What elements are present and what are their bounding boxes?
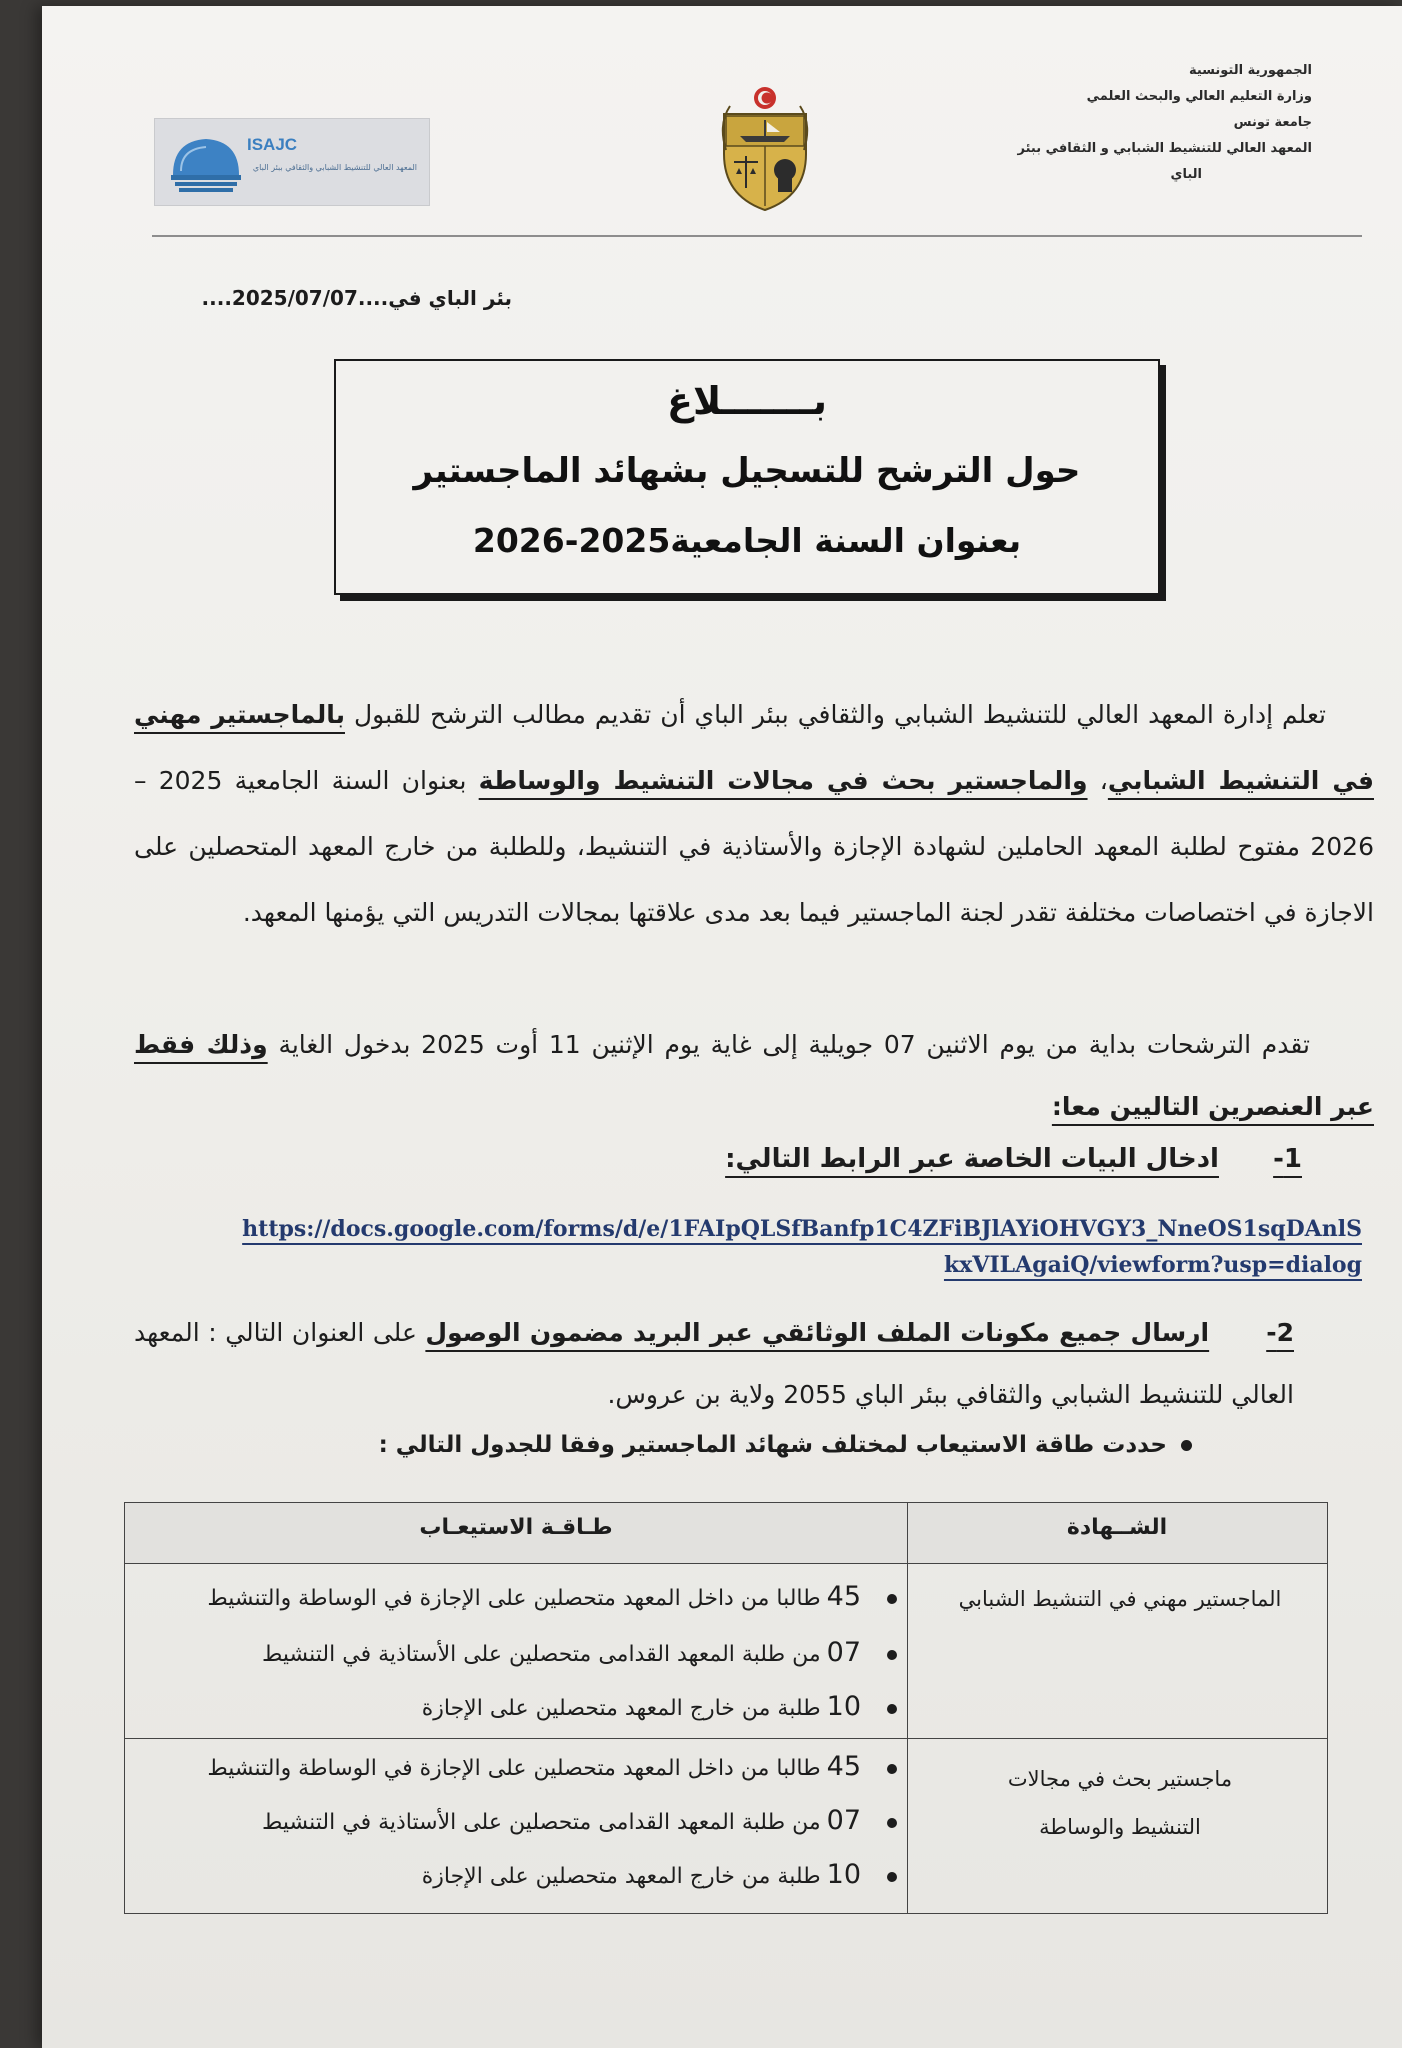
capacity-bullet: [192, 1432, 1192, 1458]
row-2-degree: ماجستير بحث في مجالات التنشيط والوساطة: [1007, 1767, 1233, 1839]
header-line-3: جامعة تونس: [1233, 115, 1312, 130]
header-line-5: الباي: [1170, 167, 1202, 182]
table-header-row: [125, 1503, 1327, 1564]
header-divider: [152, 235, 1362, 237]
bullet-dot: [887, 1764, 897, 1774]
form-link-line-2[interactable]: [162, 1252, 1362, 1278]
document-page: [42, 6, 1402, 2048]
notice-year-line: بعنوان السنة الجامعية2025-2026: [472, 521, 1022, 560]
item-2-rest: على العنوان التالي : المعهد العالي للتنشيط الشبابي والثقافي ببئر الباي 2055 ولاية بن عروس.: [134, 1318, 1294, 1409]
table-row: [145, 1691, 897, 1722]
table-row: [145, 1859, 897, 1890]
ministry-header: [992, 58, 1312, 188]
row-1-item-2-number: 07: [826, 1637, 861, 1668]
row-1-item-3-text: طلبة من خارج المعهد متحصلين على الإجازة: [421, 1696, 821, 1721]
dome-logo-icon: [167, 131, 245, 195]
table-row: [145, 1637, 897, 1668]
institute-logo: [154, 118, 430, 206]
row-2-item-2-text: من طلبة المعهد القدامى متحصلين على الأستاذية في التنشيط: [262, 1810, 821, 1835]
bullet-dot: [887, 1818, 897, 1828]
form-link-line-1[interactable]: [162, 1216, 1362, 1242]
row-2-item-3-number: 10: [826, 1859, 861, 1890]
item-2: [134, 1302, 1294, 1426]
logo-subtitle: المعهد العالي للتنشيط الشبابي والثقافي ببئر الباي: [252, 163, 417, 172]
p1-bold-master-pro: بالماجستير مهني في التنشيط الشبابي: [134, 700, 1374, 795]
table-row: [145, 1805, 897, 1836]
row-2-item-1-number: 45: [826, 1751, 861, 1782]
item-2-bold: ارسال جميع مكونات الملف الوثائقي عبر البريد مضمون الوصول: [425, 1318, 1210, 1347]
paragraph-1: [134, 682, 1374, 946]
row-1-item-3-number: 10: [826, 1691, 861, 1722]
capacity-table: [124, 1502, 1328, 1914]
header-line-1: الجمهورية التونسية: [1188, 63, 1312, 78]
bullet-dot: [887, 1704, 897, 1714]
table-row: [145, 1751, 897, 1782]
header-line-4: المعهد العالي للتنشيط الشبابي و الثقافي ببئر: [1017, 141, 1312, 156]
notice-title: بـــــــلاغ: [667, 379, 827, 423]
row-2-item-1-text: طالبا من داخل المعهد متحصلين على الإجازة في الوساطة والتنشيط: [207, 1756, 821, 1781]
item-1-label: ادخال البيات الخاصة عبر الرابط التالي:: [725, 1144, 1219, 1174]
p1-bold-master-research: والماجستير بحث في مجالات التنشيط والوساطة: [478, 766, 1088, 795]
row-1-item-2-text: من طلبة المعهد القدامى متحصلين على الأستاذية في التنشيط: [262, 1642, 821, 1667]
row-1-item-1-number: 45: [826, 1581, 861, 1612]
p1-rest: بعنوان السنة الجامعية 2025 – 2026 مفتوح لطلبة المعهد الحاملين لشهادة الإجازة والأستاذية في التنشيط، وللطلبة من خارج المعهد المتحصلين على الاجازة في اختصاصات مختلفة تقدر لجنة الماجستير فيما بعد مدى علاقتها بمجالات التدريس التي يؤمنها المعهد.: [134, 766, 1374, 927]
p1-separator: ،: [1087, 766, 1108, 795]
notice-subtitle: حول الترشح للتسجيل بشهائد الماجستير: [413, 451, 1081, 491]
bullet-dot: [887, 1594, 897, 1604]
p2-bold: وذلك فقط عبر العنصرين التاليين معا:: [134, 1030, 1374, 1121]
item-1-number: 1-: [1273, 1144, 1302, 1174]
column-divider: [907, 1503, 908, 1913]
p2-text: تقدم الترشحات بداية من يوم الاثنين 07 جويلية إلى غاية يوم الإثنين 11 أوت 2025 بدخول الغاية: [267, 1030, 1310, 1059]
row-1-degree: الماجستير مهني في التنشيط الشبابي: [958, 1587, 1282, 1611]
table-row: [145, 1581, 897, 1612]
notice-box: [334, 359, 1164, 599]
item-1: [342, 1144, 1302, 1174]
bullet-dot: [887, 1650, 897, 1660]
paragraph-2: [134, 1014, 1374, 1138]
row-2-item-3-text: طلبة من خارج المعهد متحصلين على الإجازة: [421, 1864, 821, 1889]
row-2-item-2-number: 07: [826, 1805, 861, 1836]
bullet-dot: [887, 1872, 897, 1882]
header-degree: الشــهادة: [1066, 1515, 1168, 1540]
notice-frame: [334, 359, 1160, 595]
item-2-number: 2-: [1266, 1318, 1294, 1347]
row-divider: [125, 1738, 1327, 1739]
form-link-text-2[interactable]: kxVILAgaiQ/viewform?usp=dialog: [943, 1252, 1362, 1278]
date-line: بئر الباي في....2025/07/07....: [201, 286, 512, 310]
row-1-item-1-text: طالبا من داخل المعهد متحصلين على الإجازة في الوساطة والتنشيط: [207, 1586, 821, 1611]
form-link-text-1[interactable]: https://docs.google.com/forms/d/e/1FAIpQLSfBanfp1C4ZFiBJlAYiOHVGY3_NneOS1sqDAnlS: [242, 1216, 1362, 1242]
logo-text: ISAJC: [247, 135, 298, 154]
bullet-dot: [1181, 1440, 1192, 1451]
tunisia-coat-of-arms-icon: [710, 84, 820, 214]
capacity-bullet-text: حددت طاقة الاستيعاب لمختلف شهائد الماجستير وفقا للجدول التالي :: [378, 1432, 1167, 1458]
header-line-2: وزارة التعليم العالي والبحث العلمي: [1086, 89, 1312, 104]
p1-intro: تعلم إدارة المعهد العالي للتنشيط الشبابي والثقافي ببئر الباي أن تقديم مطالب الترشح للقبول: [344, 700, 1326, 729]
header-capacity: طـاقـة الاستيعـاب: [419, 1515, 613, 1540]
